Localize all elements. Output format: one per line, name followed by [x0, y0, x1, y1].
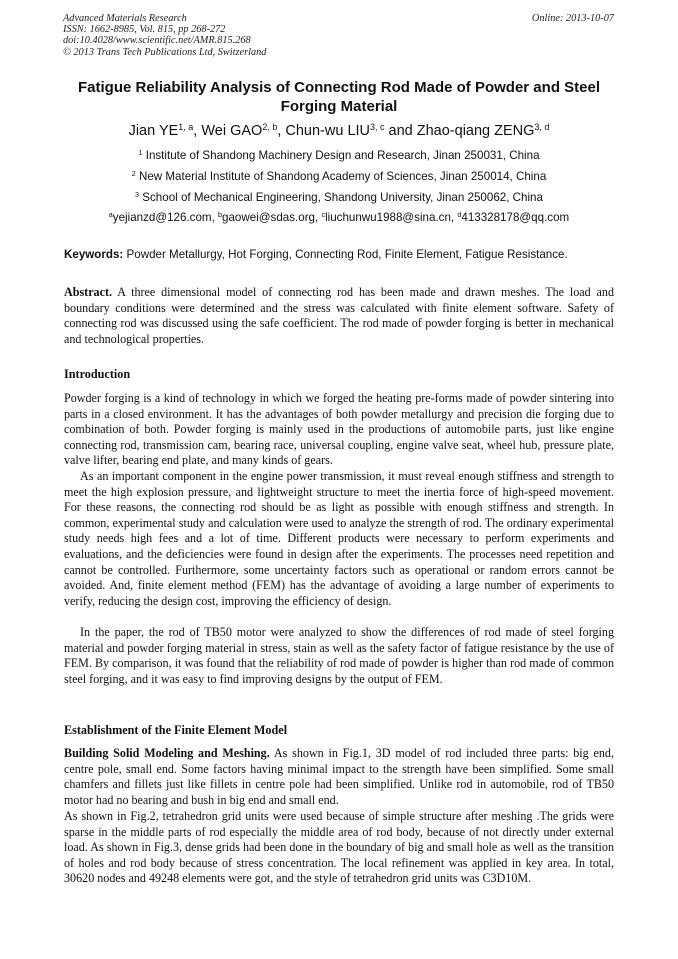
- affiliation: [40, 191, 638, 205]
- abstract-label: Abstract.: [64, 285, 113, 299]
- author-separator: ,: [193, 123, 202, 139]
- paper-title: Fatigue Reliability Analysis of Connecting Rod Made of Powder and Steel Forging Material: [77, 79, 600, 115]
- journal-name: Advanced Materials Research: [63, 13, 187, 24]
- affiliation: [40, 149, 638, 163]
- affiliation-text: New Material Institute of Shandong Academy of Sciences, Jinan 250014, China: [138, 170, 547, 183]
- author-and: and: [384, 123, 417, 139]
- email-line: $^a$yejianzd@126.com, $^b$gaowei@sdas.org, $^c$liuchunwu1988@sina.cn, $^d$413328178@qq.com: [108, 210, 570, 224]
- affiliation-text: School of Mechanical Engineering, Shandong University, Jinan 250062, China: [142, 191, 543, 204]
- email-address[interactable]: gaowei@sdas.org: [222, 211, 316, 224]
- journal-header: [63, 13, 266, 58]
- author-affil-sup: 3, c: [370, 122, 385, 133]
- author-name: Zhao-qiang ZENG: [416, 123, 535, 139]
- issn-line: ISSN: 1662-8985, Vol. 815, pp 268-272: [63, 24, 226, 36]
- intro-paragraph: As an important component in the engine power transmission, it must reveal enough stiffness and strength to meet the high explosion pressure, and lightweight structure to meet the inertia force of high-speed movement. For these reasons, the connecting rod should be as light as possible with enough stiffness and strength. In common, experimental study and calculation were used to analyze the strength of rod. The ordinary experimental study needs high fees and a lot of time. Different products were necessary to perform experiments and evaluations, and the deficiencies were found in design after the experiments. The processes need repetition and cannot be controlled. Furthermore, some uncertainty factors such as operational or random errors cannot be avoided. And, finite element method (FEM) has the advantage of avoiding a large number of experiments to verify, reducing the design cost, improving the efficiency of design.: [64, 469, 614, 608]
- keywords-label: Keywords:: [64, 248, 124, 261]
- author-name: Jian YE: [128, 123, 179, 139]
- fem-paragraph-text: As shown in Fig.1, 3D model of rod included three parts: big end, centre pole, small end. Some factors having minimal impact to the strength have been simplified. Some small chamfers and fillets just like fillets in centre pole had been simplified. Unlike rod in automobile, rod of TB50 motor had no bearing and bush in big end and small end.: [64, 746, 614, 807]
- keywords: [64, 248, 624, 262]
- copyright-line: © 2013 Trans Tech Publications Ltd, Switzerland: [63, 46, 267, 58]
- author-affil-sup: 1, a: [178, 122, 194, 133]
- intro-paragraph: In the paper, the rod of TB50 motor were analyzed to show the differences of rod made of steel forging material and powder forging material in stress, stain as well as the safety factor of fatigue resistance by the use of FEM. By comparison, it was found that the reliability of rod made of powder is higher than rod made of common steel forging, and it was easy to find improving designs by the output of FEM.: [64, 625, 614, 686]
- email-sup: c: [321, 210, 326, 220]
- section-heading-introduction: Introduction: [64, 367, 131, 381]
- keywords-text: Powder Metallurgy, Hot Forging, Connecting Rod, Finite Element, Fatigue Resistance.: [126, 248, 568, 261]
- intro-paragraph: Powder forging is a kind of technology in which we forged the heating pre-forms made of powder sintering into parts in a closed environment. It has the advantages of both powder metallurgy and precision die forging due to combination of both. Powder forging is mainly used in the productions of automobile parts, just like engine connecting rod, transmission cam, bearing race, universal coupling, engine valve seat, wheel hub, pressure plate, valve lifter, bearing end plate, and many kinds of gears.: [64, 391, 614, 468]
- author-name: Chun-wu LIU: [285, 123, 371, 139]
- abstract-text: A three dimensional model of connecting rod has been made and drawn meshes. The load and boundary conditions were determined and the stress was calculated with finite element software. Safety of connecting rod was discussed using the safe coefficient. The rod made of powder forging is better in mechanical and technological properties.: [64, 285, 614, 346]
- subsection-label: Building Solid Modeling and Meshing.: [64, 746, 270, 760]
- affiliation: [40, 170, 638, 184]
- author-affil-sup: 2, b: [262, 122, 278, 133]
- affiliation-text: Institute of Shandong Machinery Design and Research, Jinan 250031, China: [145, 149, 540, 162]
- author-name: Wei GAO: [201, 123, 263, 139]
- online-date: Online: 2013-10-07: [531, 13, 614, 24]
- email-sup: a: [108, 210, 113, 220]
- fem-paragraph: As shown in Fig.2, tetrahedron grid units were used because of simple structure after meshing .The grids were sparse in the middle parts of rod especially the middle area of rod body, because of not directly under external load. As shown in Fig.3, dense grids had been done in the boundary of big and small hole as well as the transition of holes and rod body because of stress concentration. The local refinement was applied in key area. In total, 30620 nodes and 49248 elements were got, and the style of tetrahedron grid units was C3D10M.: [64, 809, 614, 886]
- fem-paragraph: [64, 746, 614, 808]
- section-heading-fem-model: Establishment of the Finite Element Model: [64, 723, 288, 737]
- author-affil-sup: 3, d: [534, 122, 550, 133]
- affiliation-number: 1: [138, 148, 143, 158]
- author-line: [40, 122, 638, 140]
- affiliation-number: 3: [135, 190, 140, 200]
- email-sup: b: [218, 210, 223, 220]
- doi-line: doi:10.4028/www.scientific.net/AMR.815.268: [63, 35, 251, 47]
- email-address[interactable]: yejianzd@126.com: [112, 211, 212, 224]
- affiliation-number: 2: [131, 169, 136, 179]
- email-address[interactable]: 413328178@qq.com: [461, 211, 570, 224]
- email-address[interactable]: liuchunwu1988@sina.cn: [325, 211, 451, 224]
- email-sup: d: [457, 210, 462, 220]
- author-separator: ,: [277, 123, 286, 139]
- abstract: [64, 285, 614, 347]
